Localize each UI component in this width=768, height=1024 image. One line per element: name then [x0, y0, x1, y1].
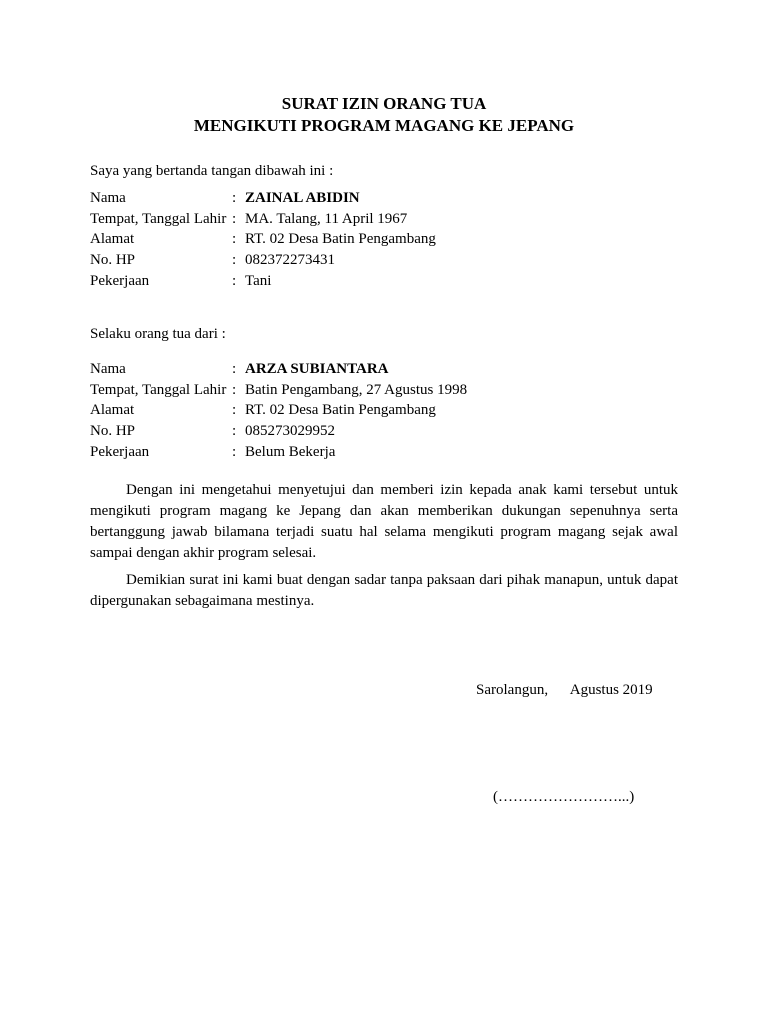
- child-address-row: [90, 400, 467, 421]
- field-separator: :: [232, 402, 237, 419]
- intro-parent-text: Saya yang bertanda tangan dibawah ini :: [90, 163, 334, 179]
- child-phone-row: [90, 421, 467, 442]
- parent-occupation-value: Tani: [245, 272, 272, 289]
- closing-paragraph: Demikian surat ini kami buat dengan sadar tanpa paksaan dari pihak manapun, untuk dapat dipergunakan sebagaimana mestinya.: [90, 572, 678, 609]
- field-label: Pekerjaan: [90, 443, 150, 460]
- child-phone-value: 085273029952: [245, 423, 335, 440]
- field-label: No. HP: [90, 423, 136, 440]
- field-label: Alamat: [90, 231, 135, 248]
- child-birth-row: [90, 380, 467, 401]
- field-separator: :: [232, 381, 237, 398]
- child-name-value: ARZA SUBIANTARA: [245, 361, 389, 377]
- field-separator: :: [232, 210, 237, 227]
- signature-placeholder: (……………………...): [493, 789, 635, 805]
- field-separator: :: [232, 252, 237, 269]
- parent-occupation-row: [90, 271, 436, 292]
- parent-birth-row: [90, 209, 436, 230]
- field-label: No. HP: [90, 252, 136, 269]
- letter-title: SURAT IZIN ORANG TUA: [281, 94, 487, 113]
- field-label: Alamat: [90, 402, 135, 419]
- child-birth-value: Batin Pengambang, 27 Agustus 1998: [245, 381, 468, 398]
- field-label: Tempat, Tanggal Lahir: [90, 381, 227, 398]
- field-separator: :: [232, 361, 237, 377]
- field-label: Tempat, Tanggal Lahir: [90, 210, 227, 227]
- child-occupation-row: [90, 442, 467, 463]
- field-separator: :: [232, 190, 237, 206]
- parent-name-row: [90, 188, 436, 209]
- field-label: Pekerjaan: [90, 272, 150, 289]
- parent-phone-row: [90, 250, 436, 271]
- consent-paragraph: Dengan ini mengetahui menyetujui dan memberi izin kepada anak kami tersebut untuk mengikuti program magang ke Jepang dan akan memberikan dukungan sepenuhnya serta bertanggung jawab bilamana terjadi suatu hal selama mengikuti program magang sejak awal sampai dengan akhir program selesai.: [90, 482, 678, 561]
- child-name-row: [90, 359, 467, 380]
- parent-address-row: [90, 229, 436, 250]
- field-separator: :: [232, 443, 237, 460]
- field-label: Nama: [90, 361, 126, 377]
- parent-details: [90, 188, 436, 291]
- place-date: Sarolangun, Agustus 2019: [476, 682, 653, 698]
- child-occupation-value: Belum Bekerja: [245, 443, 336, 460]
- parent-birth-value: MA. Talang, 11 April 1967: [245, 210, 408, 227]
- field-separator: :: [232, 231, 237, 248]
- field-separator: :: [232, 423, 237, 440]
- parent-phone-value: 082372273431: [245, 252, 335, 269]
- parent-address-value: RT. 02 Desa Batin Pengambang: [245, 231, 436, 248]
- field-label: Nama: [90, 190, 126, 206]
- child-address-value: RT. 02 Desa Batin Pengambang: [245, 402, 436, 419]
- intro-child-text: Selaku orang tua dari :: [90, 326, 226, 342]
- letter-subtitle: MENGIKUTI PROGRAM MAGANG KE JEPANG: [193, 116, 575, 135]
- child-details: [90, 359, 467, 462]
- parent-name-value: ZAINAL ABIDIN: [245, 190, 360, 206]
- field-separator: :: [232, 272, 237, 289]
